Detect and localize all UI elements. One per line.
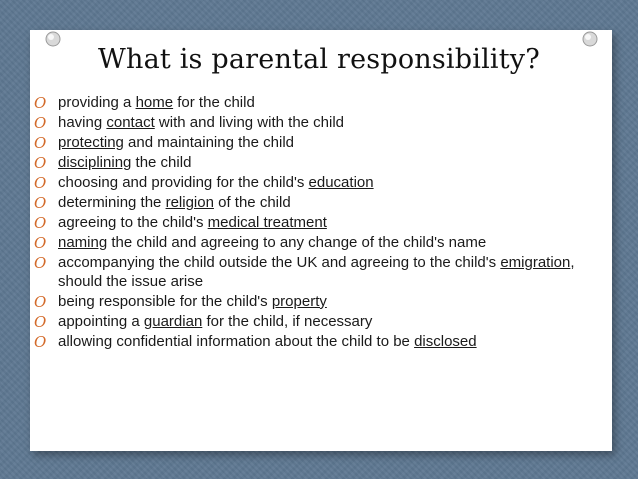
bullet-link-property[interactable]: property [271, 292, 327, 310]
bullet-marker-icon: O [34, 214, 47, 232]
bullet-text: the child and agreeing to any change of the child's name [107, 234, 487, 251]
list-item [34, 234, 604, 253]
bullet-link-medical-treatment[interactable]: medical treatment [207, 214, 327, 231]
bullet-marker-icon: O [34, 234, 47, 252]
bullet-link-home[interactable]: home [135, 94, 174, 111]
bullet-marker-icon: O [34, 194, 47, 212]
bullet-text: and maintaining the child [123, 134, 294, 151]
list-item [34, 313, 604, 332]
bullet-link-disciplining[interactable]: disciplining [58, 154, 132, 171]
bullet-text: providing a [58, 94, 136, 111]
bullet-text: accompanying the child outside the UK and agreeing to the child's [58, 254, 501, 271]
bullet-text: being responsible for the child's [58, 292, 272, 310]
bullet-link-naming[interactable]: naming [58, 234, 108, 251]
bullet-text: allowing confidential information about the child to be [58, 332, 415, 350]
list-item [34, 114, 604, 133]
bullet-marker-icon: O [34, 94, 47, 112]
bullet-marker-icon: O [34, 332, 47, 351]
bullet-text: appointing a [58, 312, 144, 330]
list-item [34, 154, 604, 173]
list-item [34, 174, 604, 193]
bullet-link-protecting[interactable]: protecting [58, 134, 124, 151]
bullet-marker-icon: O [34, 292, 47, 311]
bullet-text: for the child, if necessary [202, 312, 373, 330]
bullet-link-disclosed[interactable]: disclosed [414, 332, 477, 350]
bullet-text: , should the issue arise [58, 254, 575, 290]
slide-title: What is parental responsibility? [98, 44, 540, 75]
bullet-text: agreeing to the child's [58, 214, 208, 231]
bullet-link-emigration[interactable]: emigration [500, 254, 571, 271]
bullet-text: of the child [213, 194, 291, 211]
list-item [34, 293, 604, 312]
bullet-marker-icon: O [34, 154, 47, 172]
bullet-link-education[interactable]: education [308, 174, 374, 191]
bullet-list [34, 94, 604, 353]
bullet-text: for the child [173, 94, 255, 111]
list-item [34, 134, 604, 153]
list-item [34, 194, 604, 213]
list-item [34, 333, 604, 352]
list-item [34, 94, 604, 113]
bullet-link-guardian[interactable]: guardian [143, 312, 203, 330]
bullet-marker-icon: O [34, 134, 47, 152]
bullet-text: having [58, 114, 107, 131]
bullet-marker-icon: O [34, 114, 47, 132]
bullet-text: with and living with the child [154, 114, 345, 131]
bullet-marker-icon: O [34, 312, 47, 331]
list-item [34, 214, 604, 233]
bullet-text: determining the [58, 194, 166, 211]
bullet-marker-icon: O [34, 174, 47, 192]
bullet-link-contact[interactable]: contact [106, 114, 155, 131]
bullet-text: the child [131, 154, 192, 171]
bullet-link-religion[interactable]: religion [165, 194, 214, 211]
bullet-text: choosing and providing for the child's [58, 174, 309, 191]
bullet-marker-icon: O [34, 254, 47, 272]
list-item [34, 254, 604, 291]
